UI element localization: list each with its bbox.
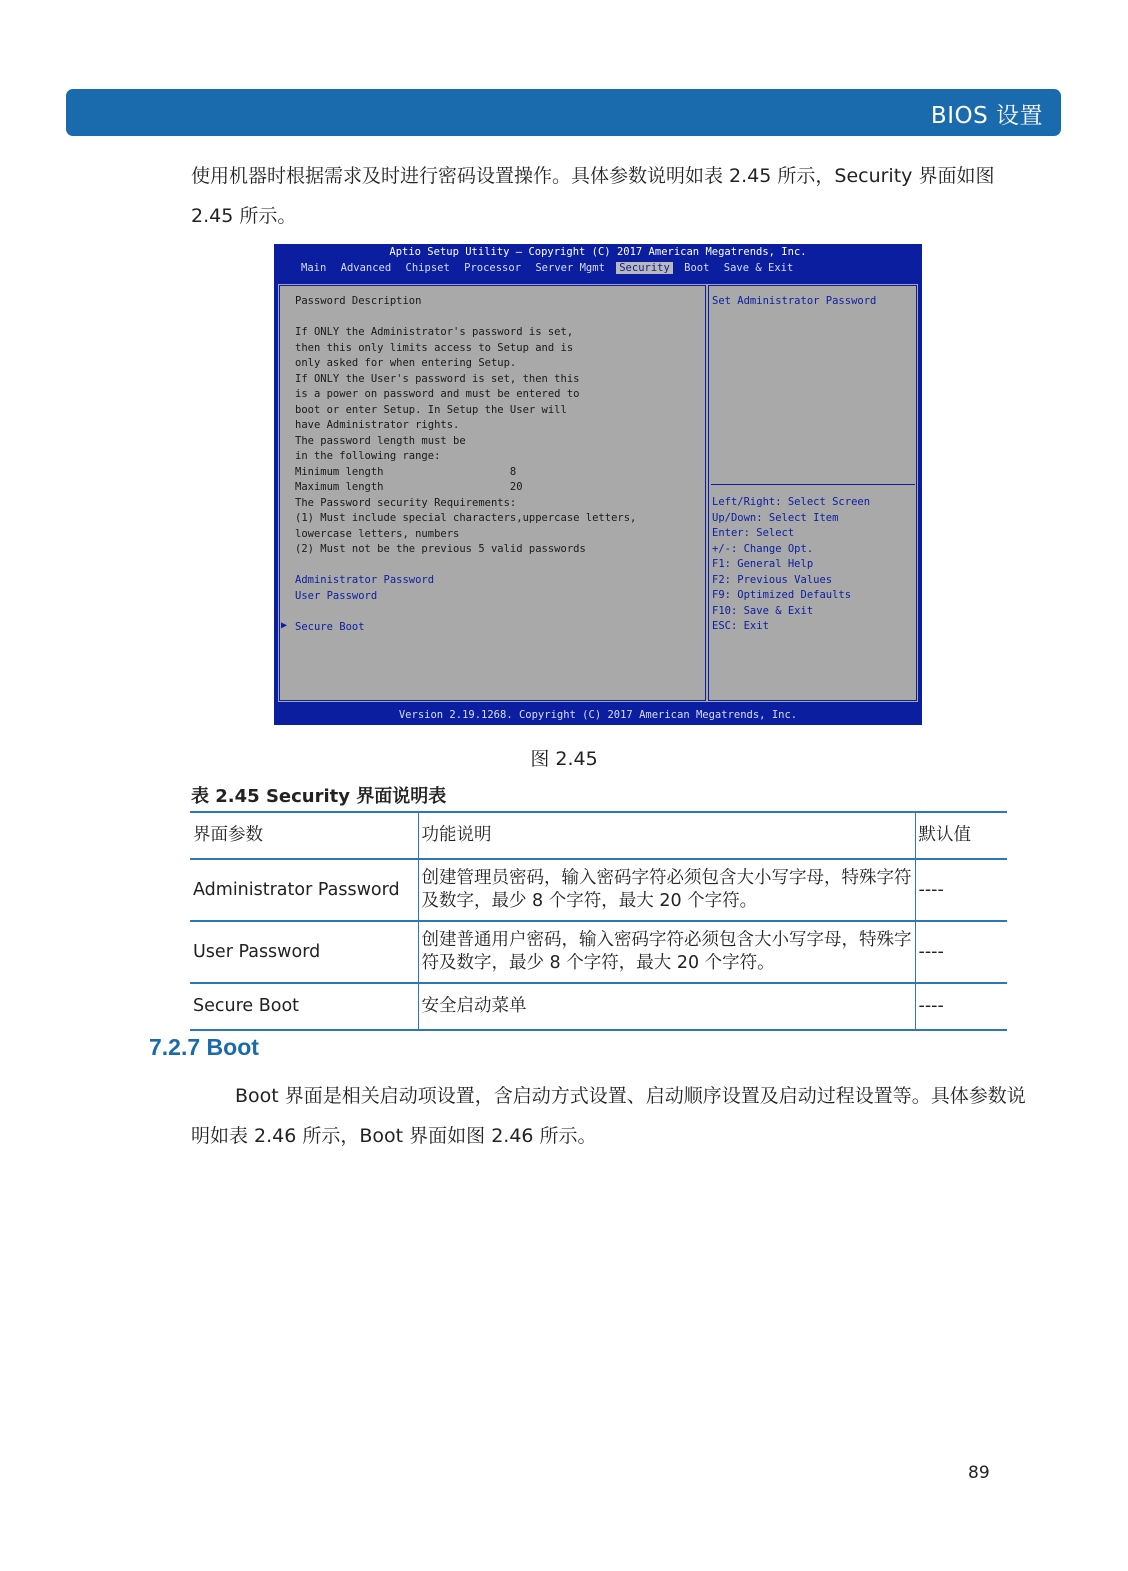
security-params-table	[190, 811, 1007, 1031]
bios-desc-line: Password Description	[295, 295, 422, 307]
bios-body	[277, 283, 919, 703]
section-heading: 7.2.7 Boot	[149, 1034, 259, 1060]
bios-menu-administrator-password[interactable]: Administrator Password	[295, 574, 435, 586]
table-cell-param: Secure Boot	[190, 983, 418, 1030]
bios-desc-line: Maximum length 20	[295, 481, 523, 493]
bios-desc-line: then this only limits access to Setup and is	[295, 341, 574, 354]
bios-key-help: F1: General Help	[712, 558, 814, 570]
table-header-row	[190, 812, 1007, 859]
table-header-cell: 功能说明	[418, 812, 915, 859]
table-cell-param: Administrator Password	[190, 859, 418, 921]
bios-desc-line: lowercase letters, numbers	[295, 527, 460, 540]
table-row	[190, 859, 1007, 921]
bios-desc-line: Minimum length 8	[295, 465, 517, 478]
bios-key-help: ESC: Exit	[712, 620, 769, 632]
header-bar	[66, 89, 1061, 136]
intro-paragraph: 使用机器时根据需求及时进行密码设置操作。具体参数说明如表 2.45 所示，Security 界面如图 2.45 所示。	[191, 165, 995, 227]
bios-tab-advanced[interactable]: Advanced	[340, 262, 392, 274]
bios-screenshot	[274, 244, 922, 725]
bios-desc-line: The password length must be	[295, 434, 466, 447]
bios-tab-boot[interactable]: Boot	[684, 262, 710, 274]
figure-caption: 图 2.45	[530, 748, 598, 770]
bios-desc-line: only asked for when entering Setup.	[295, 357, 517, 369]
bios-desc-line: If ONLY the User's password is set, then this	[295, 372, 580, 385]
table-cell-desc: 创建普通用户密码，输入密码字符必须包含大小写字母，特殊字符及数字，最少 8 个字符，最大 20 个字符。	[418, 921, 915, 983]
bios-tab-save-exit[interactable]: Save & Exit	[723, 262, 794, 274]
submenu-arrow-icon: ▶	[281, 620, 288, 631]
bios-tab-chipset[interactable]: Chipset	[405, 262, 450, 274]
bios-desc-line: boot or enter Setup. In Setup the User will	[295, 403, 567, 416]
bios-help-panel	[708, 285, 917, 701]
page-number: 89	[968, 1463, 990, 1483]
table-caption: 表 2.45 Security 界面说明表	[191, 786, 447, 807]
bios-tab-security[interactable]: Security	[616, 262, 673, 274]
bios-desc-line: (1) Must include special characters,uppercase letters,	[295, 512, 637, 524]
bios-help-text: Set Administrator Password	[712, 295, 877, 307]
bios-tab-bar	[298, 262, 798, 274]
boot-paragraph	[191, 1076, 1041, 1156]
bios-tab-main[interactable]: Main	[301, 262, 327, 274]
bios-desc-line: If ONLY the Administrator's password is set,	[295, 326, 574, 338]
bios-desc-line: have Administrator rights.	[295, 419, 460, 431]
table-row	[190, 921, 1007, 983]
bios-key-help: F9: Optimized Defaults	[712, 589, 852, 601]
header-title: BIOS 设置	[930, 103, 1043, 129]
boot-paragraph-text: Boot 界面是相关启动项设置，含启动方式设置、启动顺序设置及启动过程设置等。具体参数说明如表 2.46 所示，Boot 界面如图 2.46 所示。	[191, 1085, 1026, 1147]
bios-footer: Version 2.19.1268. Copyright (C) 2017 American Megatrends, Inc.	[398, 709, 798, 721]
table-cell-default: ----	[915, 921, 1007, 983]
bios-menu-secure-boot[interactable]: Secure Boot	[295, 620, 365, 633]
table-cell-default: ----	[915, 983, 1007, 1030]
bios-desc-line: is a power on password and must be entered to	[295, 388, 580, 400]
bios-key-help: F10: Save & Exit	[712, 604, 814, 617]
bios-tab-processor[interactable]: Processor	[464, 262, 522, 274]
bios-key-help: +/-: Change Opt.	[712, 542, 814, 555]
bios-key-help: Up/Down: Select Item	[712, 511, 839, 524]
bios-help-divider	[711, 484, 915, 485]
bios-key-help: Left/Right: Select Screen	[712, 496, 871, 508]
table-header-cell: 默认值	[915, 812, 1007, 859]
table-cell-desc: 安全启动菜单	[418, 983, 915, 1030]
bios-desc-line: The Password security Requirements:	[295, 496, 517, 509]
bios-menu-user-password[interactable]: User Password	[295, 589, 378, 602]
bios-title: Aptio Setup Utility – Copyright (C) 2017 American Megatrends, Inc.	[389, 246, 807, 258]
bios-desc-line: in the following range:	[295, 450, 441, 462]
table-cell-default: ----	[915, 859, 1007, 921]
bios-key-help: Enter: Select	[712, 527, 795, 539]
bios-left-panel	[279, 285, 706, 701]
bios-desc-line: (2) Must not be the previous 5 valid passwords	[295, 543, 586, 555]
table-cell-desc: 创建管理员密码，输入密码字符必须包含大小写字母，特殊字符及数字，最少 8 个字符，最大 20 个字符。	[418, 859, 915, 921]
table-row	[190, 983, 1007, 1030]
table-header-cell: 界面参数	[190, 812, 418, 859]
bios-key-help: F2: Previous Values	[712, 573, 833, 586]
bios-tab-server-mgmt[interactable]: Server Mgmt	[535, 262, 605, 274]
table-cell-param: User Password	[190, 921, 418, 983]
